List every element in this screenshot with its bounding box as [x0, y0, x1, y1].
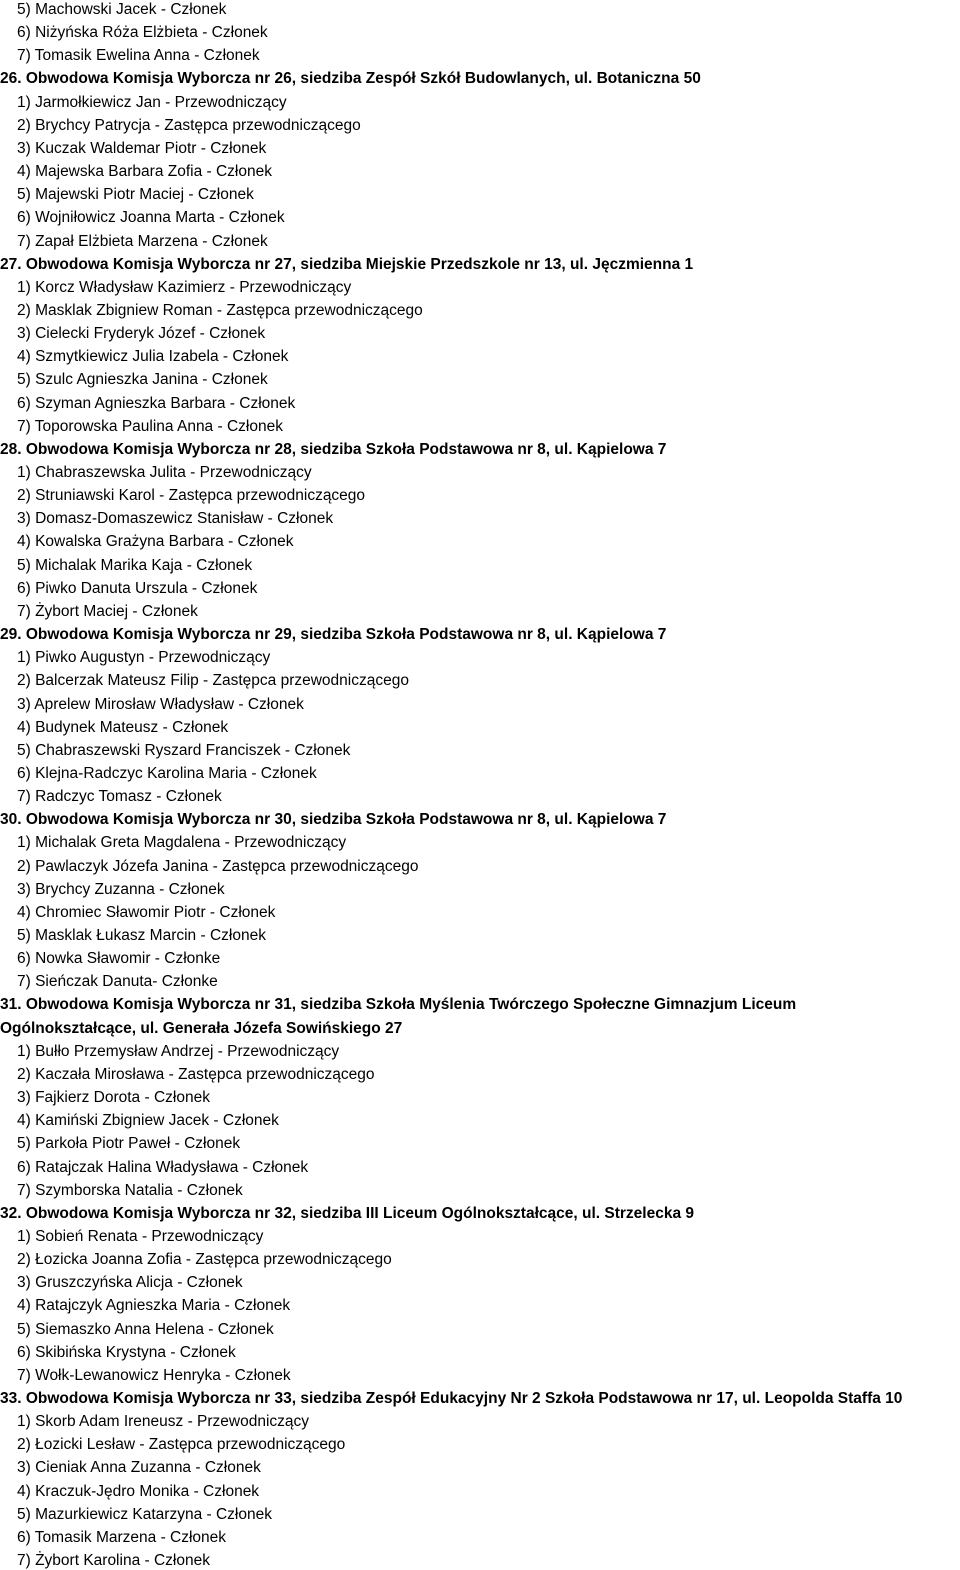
member-entry: 6) Nowka Sławomir - Członke [17, 950, 221, 967]
member-entry: 4) Budynek Mateusz - Członek [17, 719, 229, 736]
member-entry: 7) Radczyc Tomasz - Członek [17, 788, 222, 805]
commission-heading: 32. Obwodowa Komisja Wyborcza nr 32, siedziba III Liceum Ogólnokształcące, ul. Strzelecka 9 [0, 1205, 694, 1222]
member-entry: 5) Michalak Marika Kaja - Członek [17, 557, 253, 574]
commission-heading: Ogólnokształcące, ul. Generała Józefa Sowińskiego 27 [0, 1020, 403, 1037]
member-entry: 1) Sobień Renata - Przewodniczący [17, 1228, 264, 1245]
member-entry: 4) Ratajczyk Agnieszka Maria - Członek [17, 1297, 291, 1314]
member-entry: 7) Toporowska Paulina Anna - Członek [17, 418, 283, 435]
member-entry: 6) Klejna-Radczyc Karolina Maria - Członek [17, 765, 317, 782]
member-entry: 2) Brychcy Patrycja - Zastępca przewodniczącego [17, 117, 361, 134]
member-entry: 1) Skorb Adam Ireneusz - Przewodniczący [17, 1413, 310, 1430]
member-entry: 3) Gruszczyńska Alicja - Członek [17, 1274, 243, 1291]
member-entry: 2) Balcerzak Mateusz Filip - Zastępca przewodniczącego [17, 672, 409, 689]
member-entry: 5) Szulc Agnieszka Janina - Członek [17, 371, 268, 388]
commission-heading: 26. Obwodowa Komisja Wyborcza nr 26, siedziba Zespół Szkół Budowlanych, ul. Botaniczna 50 [0, 70, 701, 87]
member-entry: 7) Szymborska Natalia - Członek [17, 1182, 243, 1199]
member-entry: 5) Siemaszko Anna Helena - Członek [17, 1321, 274, 1338]
member-entry: 5) Machowski Jacek - Członek [17, 1, 227, 18]
member-entry: 6) Niżyńska Róża Elżbieta - Członek [17, 24, 268, 41]
member-entry: 7) Sieńczak Danuta- Członke [17, 973, 218, 990]
member-entry: 2) Masklak Zbigniew Roman - Zastępca przewodniczącego [17, 302, 423, 319]
member-entry: 1) Piwko Augustyn - Przewodniczący [17, 649, 271, 666]
commission-heading: 29. Obwodowa Komisja Wyborcza nr 29, siedziba Szkoła Podstawowa nr 8, ul. Kąpielowa 7 [0, 626, 667, 643]
member-entry: 3) Domasz-Domaszewicz Stanisław - Członek [17, 510, 334, 527]
member-entry: 1) Michalak Greta Magdalena - Przewodniczący [17, 834, 347, 851]
commission-heading: 31. Obwodowa Komisja Wyborcza nr 31, siedziba Szkoła Myślenia Twórczego Społeczne Gimnazjum Liceum [0, 996, 797, 1013]
member-entry: 7) Żybort Karolina - Członek [17, 1552, 210, 1569]
member-entry: 7) Wołk-Lewanowicz Henryka - Członek [17, 1367, 291, 1384]
member-entry: 5) Majewski Piotr Maciej - Członek [17, 186, 254, 203]
member-entry: 6) Skibińska Krystyna - Członek [17, 1344, 236, 1361]
member-entry: 4) Kowalska Grażyna Barbara - Członek [17, 533, 294, 550]
commission-heading: 33. Obwodowa Komisja Wyborcza nr 33, siedziba Zespół Edukacyjny Nr 2 Szkoła Podstawowa nr 17, ul. Leopolda Staffa 10 [0, 1390, 903, 1407]
member-entry: 2) Kaczała Mirosława - Zastępca przewodniczącego [17, 1066, 375, 1083]
member-entry: 3) Kuczak Waldemar Piotr - Członek [17, 140, 267, 157]
member-entry: 4) Kraczuk-Jędro Monika - Członek [17, 1483, 260, 1500]
member-entry: 6) Ratajczak Halina Władysława - Członek [17, 1159, 309, 1176]
member-entry: 5) Mazurkiewicz Katarzyna - Członek [17, 1506, 272, 1523]
member-entry: 4) Chromiec Sławomir Piotr - Członek [17, 904, 276, 921]
member-entry: 1) Bułło Przemysław Andrzej - Przewodniczący [17, 1043, 340, 1060]
member-entry: 6) Szyman Agnieszka Barbara - Członek [17, 395, 296, 412]
member-entry: 2) Łozicka Joanna Zofia - Zastępca przewodniczącego [17, 1251, 392, 1268]
member-entry: 4) Majewska Barbara Zofia - Członek [17, 163, 272, 180]
member-entry: 3) Cielecki Fryderyk Józef - Członek [17, 325, 266, 342]
member-entry: 4) Kamiński Zbigniew Jacek - Członek [17, 1112, 279, 1129]
member-entry: 1) Korcz Władysław Kazimierz - Przewodniczący [17, 279, 352, 296]
member-entry: 3) Brychcy Zuzanna - Członek [17, 881, 225, 898]
member-entry: 5) Parkoła Piotr Paweł - Członek [17, 1135, 241, 1152]
member-entry: 3) Cieniak Anna Zuzanna - Członek [17, 1459, 261, 1476]
member-entry: 6) Piwko Danuta Urszula - Członek [17, 580, 258, 597]
member-entry: 4) Szmytkiewicz Julia Izabela - Członek [17, 348, 289, 365]
member-entry: 6) Tomasik Marzena - Członek [17, 1529, 227, 1546]
member-entry: 5) Chabraszewski Ryszard Franciszek - Członek [17, 742, 351, 759]
member-entry: 3) Fajkierz Dorota - Członek [17, 1089, 210, 1106]
member-entry: 3) Aprelew Mirosław Władysław - Członek [17, 696, 304, 713]
member-entry: 7) Żybort Maciej - Członek [17, 603, 198, 620]
commission-heading: 27. Obwodowa Komisja Wyborcza nr 27, siedziba Miejskie Przedszkole nr 13, ul. Jęczmienna 1 [0, 256, 694, 273]
member-entry: 2) Łozicki Lesław - Zastępca przewodniczącego [17, 1436, 346, 1453]
commission-heading: 28. Obwodowa Komisja Wyborcza nr 28, siedziba Szkoła Podstawowa nr 8, ul. Kąpielowa 7 [0, 441, 667, 458]
member-entry: 2) Struniawski Karol - Zastępca przewodniczącego [17, 487, 366, 504]
member-entry: 2) Pawlaczyk Józefa Janina - Zastępca przewodniczącego [17, 858, 419, 875]
commission-heading: 30. Obwodowa Komisja Wyborcza nr 30, siedziba Szkoła Podstawowa nr 8, ul. Kąpielowa 7 [0, 811, 667, 828]
member-entry: 6) Wojniłowicz Joanna Marta - Członek [17, 209, 285, 226]
member-entry: 7) Zapał Elżbieta Marzena - Członek [17, 233, 268, 250]
member-entry: 1) Jarmołkiewicz Jan - Przewodniczący [17, 94, 287, 111]
member-entry: 7) Tomasik Ewelina Anna - Członek [17, 47, 260, 64]
member-entry: 1) Chabraszewska Julita - Przewodniczący [17, 464, 312, 481]
member-entry: 5) Masklak Łukasz Marcin - Członek [17, 927, 266, 944]
